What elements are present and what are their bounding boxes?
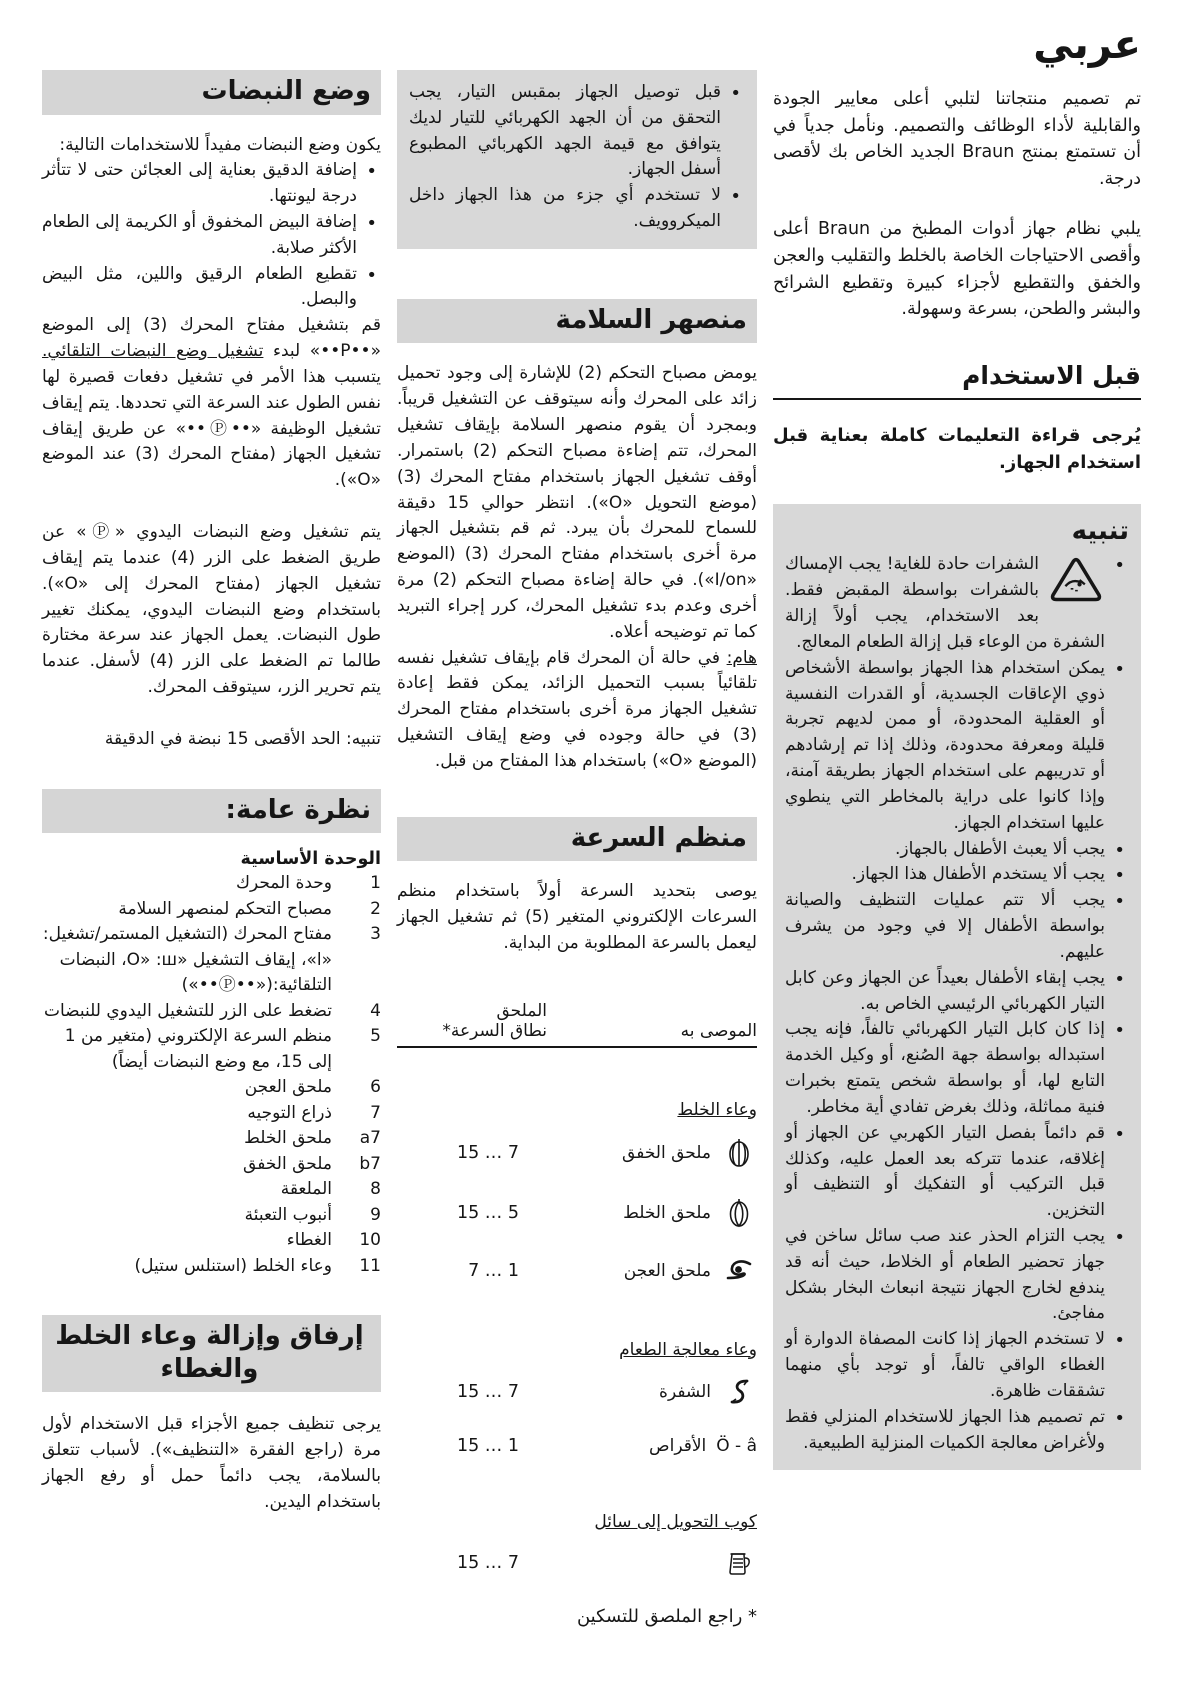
item-number: 11 xyxy=(359,1255,381,1276)
speed-range-value: 15 … 7 xyxy=(456,1381,519,1402)
item-text: الغطاء xyxy=(286,1230,332,1251)
safety-fuse-body: يومض مصباح التحكم (2) للإشارة إلى وجود تحميل زائد على المحرك وأنه سيتوقف عن التشغيل قريباً. وبمجرد أن يقوم منصهر السلامة بإيقاف تشغيل المحرك، تتم إضاءة مصباح التحكم (2) باستمرار. أوقف تشغيل الجهاز باستخدام مفتاح المحرك (3) (موضع التحويل «O»). انتظر حوالي 15 دقيقة للسماح للمحرك بأن يبرد. ثم قم بتشغيل الجهاز مرة أخرى باستخدام مفتاح المحرك (3) (الموضع «I/on»). في حالة إضاءة مصباح التحكم (2) مرة أخرى وعدم بدء تشغيل المحرك، كرر إجراء التبريد كما تم توضيحه أعلاه. xyxy=(397,363,758,642)
pulse-mode-header: وضع النبضات xyxy=(42,70,381,115)
item-number: 6 xyxy=(370,1077,381,1098)
pulse-max-note: تنبيه: الحد الأقصى 15 نبضة في الدقيقة xyxy=(104,728,381,749)
attachment-label: الشفرة xyxy=(659,1381,711,1402)
pulse-use-item xyxy=(42,262,381,314)
pulse-use-text: إضافة البيض المخفوق أو الكريمة إلى الطعام الأكثر صلابة. xyxy=(42,211,357,258)
kneading-hook-icon xyxy=(721,1258,757,1284)
column-left xyxy=(42,24,381,1627)
attach-header-line2: والغطاء xyxy=(160,1353,259,1384)
speed-regulator-body: يوصى بتحديد السرعة أولاً باستخدام منظم السرعات الإلكتروني المتغير (5) ثم تشغيل الجهاز ليعمل بالسرعة المطلوبة من البداية. xyxy=(397,881,757,953)
table-footnote: * راجع الملصق للتسكين xyxy=(576,1605,757,1627)
caution-item xyxy=(785,1224,1129,1327)
caution-item-text: يجب ألا يستخدم الأطفال هذا الجهاز. xyxy=(851,864,1105,885)
caution-item xyxy=(785,656,1129,837)
overview-item xyxy=(42,1228,381,1254)
pulse-use-item xyxy=(42,210,381,262)
caution-item xyxy=(785,1121,1129,1224)
caution-item xyxy=(785,862,1129,888)
item-number: 3 xyxy=(370,924,381,945)
caution-item-text: قم دائماً بفصل التيار الكهربي عن الجهاز أو إغلاقه، عندما تتركه بعد العمل عليه، وكذلك قبل التركيب أو التفكيك أو التنظيف أو التخزين. xyxy=(785,1122,1105,1221)
power-notice-list xyxy=(409,80,745,235)
item-text: ملحق العجن xyxy=(244,1077,332,1098)
table-row xyxy=(397,1378,757,1406)
overview-item xyxy=(42,1254,381,1280)
safety-fuse-header: منصهر السلامة xyxy=(397,299,757,344)
item-number: 1 xyxy=(370,873,381,894)
caution-item-text: يجب إبقاء الأطفال بعيداً عن الجهاز وعن كابل التيار الكهربائي الرئيسي الخاص به. xyxy=(785,967,1105,1014)
item-number: 10 xyxy=(359,1230,381,1251)
important-text: في حالة أن المحرك قام بإيقاف تشغيل نفسه تلقائياً بسبب التحميل الزائد، يمكن فقط إعادة تشغيل الجهاز مرة أخرى باستخدام مفتاح المحرك (3) في حالة وجوده في وضع إيقاف التشغيل (الموضع «O») باستخدام هذا المفتاح من قبل. xyxy=(397,647,757,771)
whisk-icon xyxy=(721,1138,757,1168)
auto-pulse-underlined: تشغيل وضع النبضات التلقائي. xyxy=(42,341,264,362)
item-number: a7 xyxy=(359,1128,381,1149)
caution-item-text: الشفرات حادة للغاية! يجب الإمساك بالشفرات بواسطة المقبض فقط. بعد الاستخدام، يجب أولاً إزالة الشفرة من الوعاء قبل إزالة الطعام المعالج. xyxy=(785,554,1105,652)
caution-item xyxy=(785,966,1129,1018)
table-group-food-processing-bowl: وعاء معالجة الطعام xyxy=(619,1339,757,1360)
speed-table-header xyxy=(397,1001,757,1048)
power-notice-item xyxy=(409,183,745,235)
overview-item xyxy=(42,1024,381,1075)
overview-item xyxy=(42,871,381,897)
item-number: 9 xyxy=(370,1204,381,1225)
power-notice-item xyxy=(409,80,745,183)
overview-item xyxy=(42,1101,381,1127)
caution-item-text: تم تصميم هذا الجهاز للاستخدام المنزلي فقط ولأغراض معالجة الكميات المنزلية الطبيعية. xyxy=(785,1406,1105,1453)
overview-item xyxy=(42,1152,381,1178)
attachment-label: ملحق العجن xyxy=(623,1260,711,1281)
table-row xyxy=(397,1138,757,1168)
attach-remove-header xyxy=(42,1315,381,1392)
overview-item xyxy=(42,1075,381,1101)
column-middle xyxy=(397,24,757,1627)
auto-pulse-text: يتسبب هذا الأمر في تشغيل دفعات قصيرة لها نفس الطول عند السرعة التي تحددها. يتم إيقاف تشغيل الوظيفة «••Ⓟ••» عن طريق إيقاف تشغيل الجهاز (مفتاح المحرك (3) عند الموضع «O»). xyxy=(42,366,382,491)
item-number: b7 xyxy=(359,1153,381,1174)
speed-range-value: 15 … 5 xyxy=(456,1202,519,1223)
caution-list xyxy=(785,552,1129,1456)
speed-range-value: 15 … 7 xyxy=(456,1552,519,1573)
caution-item-text: يجب التزام الحذر عند صب سائل ساخن في جهاز تحضير الطعام أو الخلاط، حيث أنه قد يندفع لخارج الجهاز نتيجة انبعاث البخار بشكل مفاجئ. xyxy=(785,1226,1105,1324)
item-number: 4 xyxy=(370,1000,381,1021)
speed-range-value: 15 … 1 xyxy=(456,1435,519,1456)
blender-icon xyxy=(721,1198,757,1228)
recommended-header-label: الموصى به xyxy=(680,1020,757,1041)
power-notice-box xyxy=(397,70,757,249)
auto-pulse-text: قم بتشغيل مفتاح المحرك (3) إلى الموضع «••P••» لبدء xyxy=(42,315,381,362)
attachment-label: ملحق الخفق xyxy=(622,1142,711,1163)
caution-item-text: إذا كان كابل التيار الكهربائي تالفاً، فإنه يجب استبداله بواسطة جهة الصُنع، أو وكيل الخدمة التابع لها، أو بواسطة شخص يتمتع بخبرات فنية مماثلة، وذلك بغرض تفادي أية مخاطر. xyxy=(785,1019,1105,1117)
caution-item xyxy=(785,1327,1129,1404)
manual-pulse-paragraph: يتم تشغيل وضع النبضات اليدوي «Ⓟ» عن طريق الضغط على الزر (4) عندما يتم إيقاف تشغيل الجهاز (مفتاح المحرك إلى «O»). باستخدام وضع النبضات اليدوي، يمكنك تغيير طول النبضات. يعمل الجهاز عند سرعة مختارة طالما تم الضغط على الزر (4) لأسفل. عندما يتم تحرير الزر، سيتوقف المحرك. xyxy=(42,522,382,698)
important-label: هام: xyxy=(726,647,757,668)
overview-item xyxy=(42,999,381,1025)
power-notice-text: لا تستخدم أي جزء من هذا الجهاز داخل الميكروويف. xyxy=(409,185,721,232)
caution-item xyxy=(785,1017,1129,1120)
caution-item xyxy=(785,552,1129,655)
attach-remove-body: يرجى تنظيف جميع الأجزاء قبل الاستخدام لأول مرة (راجع الفقرة «التنظيف»). لأسباب تتعلق بالسلامة، يجب دائماً حمل أو رفع الجهاز باستخدام اليدين. xyxy=(42,1414,381,1512)
item-number: 8 xyxy=(370,1179,381,1200)
attach-header-line1: إرفاق وإزالة وعاء الخلط xyxy=(55,1321,364,1352)
caution-item-text: يمكن استخدام هذا الجهاز بواسطة الأشخاص ذوي الإعاقات الجسدية، أو القدرات النفسية أو العقلية المحدودة، أو ممن لديهم تجربة قليلة ومعرفة محدودة، وذلك إذا تم إرشادهم أو تدريبهم على استخدام الجهاز بطريقة آمنة، وإذا كانوا على دراية بالمخاطر التي ينطوي عليها استخدام الجهاز. xyxy=(785,657,1105,833)
item-text: تضغط على الزر للتشغيل اليدوي للنبضات xyxy=(43,1000,332,1021)
item-text: ملحق الخلط xyxy=(244,1128,332,1149)
item-text: وعاء الخلط (استنلس ستيل) xyxy=(134,1255,332,1276)
intro-paragraph: يلبي نظام جهاز أدوات المطبخ من Braun أعلى وأقصى الاحتياجات الخاصة بالخلط والتقليب والعجن والخفق والتقطيع لأجزاء كبيرة وتقطيع الشرائح والبشر والطحن، بسرعة وسهولة. xyxy=(773,219,1142,320)
overview-item xyxy=(42,897,381,923)
item-text: منظم السرعة الإلكتروني (متغير من 1 إلى 15، مع وضع النبضات أيضاً) xyxy=(64,1026,332,1072)
pulse-use-text: إضافة الدقيق بعناية إلى العجائن حتى لا تتأثر درجة ليونتها. xyxy=(42,160,357,207)
discs-icon: Ö - â xyxy=(716,1435,757,1456)
item-text: وحدة المحرك xyxy=(235,873,332,894)
speed-regulator-header: منظم السرعة xyxy=(397,817,757,862)
intro-paragraph: تم تصميم منتجاتنا لتلبي أعلى معايير الجودة والقابلية لأداء الوظائف والتصميم. ونأمل جدياً في أن تستمتع بمنتج Braun الجديد الخاص بك لأقصى درجة. xyxy=(773,89,1141,189)
speed-table-header-row xyxy=(397,1021,757,1041)
speed-range-value: 15 … 7 xyxy=(456,1142,519,1163)
table-row xyxy=(397,1258,757,1284)
blade-icon xyxy=(721,1378,757,1406)
item-text: ذراع التوجيه xyxy=(247,1102,332,1123)
pulse-mode-intro: يكون وضع النبضات مفيداً للاستخدامات التالية: xyxy=(59,134,381,155)
item-text: الملعقة xyxy=(280,1179,332,1200)
item-number: 7 xyxy=(370,1102,381,1123)
read-instructions-note: يُرجى قراءة التعليمات كاملة بعناية قبل استخدام الجهاز. xyxy=(773,424,1141,474)
speed-range-value: 7 … 1 xyxy=(468,1260,519,1281)
speed-range-header-label: نطاق السرعة* xyxy=(442,1020,547,1041)
overview-header: نظرة عامة: xyxy=(42,789,381,834)
caution-item xyxy=(785,1405,1129,1457)
caution-item xyxy=(785,837,1129,863)
table-row xyxy=(397,1198,757,1228)
caution-item xyxy=(785,888,1129,965)
attachment-label: ملحق الخلط xyxy=(623,1202,711,1223)
attachment-header-label: الملحق xyxy=(496,1000,547,1021)
caution-item-text: يجب ألا تتم عمليات التنظيف والصيانة بواسطة الأطفال إلا في وجود من يشرف عليهم. xyxy=(785,890,1105,962)
overview-list xyxy=(42,871,381,1279)
safety-fuse-important xyxy=(397,646,757,775)
pulse-mode-uses-list xyxy=(42,158,381,313)
item-text: ملحق الخفق xyxy=(243,1153,332,1174)
item-text: مفتاح المحرك (التشغيل المستمر/تشغيل: «ا»، إيقاف التشغيل «O» :ш، النبضات التلقائية:(«••Ⓟ••») xyxy=(42,924,332,996)
auto-pulse-paragraph xyxy=(42,313,381,494)
item-number: 5 xyxy=(370,1026,381,1047)
caution-title: تنبيه xyxy=(1071,516,1129,547)
overview-item xyxy=(42,922,381,999)
item-text: مصباح التحكم لمنصهر السلامة xyxy=(118,898,332,919)
power-notice-text: قبل توصيل الجهاز بمقبس التيار، يجب التحقق من أن الجهد الكهربائي للتيار لديك يتوافق مع قيمة الجهد الكهربائي المطبوع أسفل الجهاز. xyxy=(409,82,721,180)
table-row xyxy=(397,1550,757,1576)
liquidizer-jug-icon xyxy=(721,1550,757,1576)
table-group-liquidizer-cup: كوب التحويل إلى سائل xyxy=(594,1511,757,1532)
base-unit-subtitle: الوحدة الأساسية xyxy=(240,849,381,870)
language-title: عربي xyxy=(1033,22,1141,68)
overview-item xyxy=(42,1126,381,1152)
caution-item-text: لا تستخدم الجهاز إذا كانت المصفاة الدوارة أو الغطاء الواقي تالفاً، أو توجد بأي منهما تشققات ظاهرة. xyxy=(785,1329,1105,1401)
overview-item xyxy=(42,1177,381,1203)
before-use-header: قبل الاستخدام xyxy=(773,361,1141,400)
table-group-blender-jug: وعاء الخلط xyxy=(677,1099,757,1120)
caution-box xyxy=(773,504,1141,1470)
speed-table xyxy=(397,1001,757,1627)
item-text: أنبوب التعبئة xyxy=(244,1204,332,1225)
caution-item-text: يجب ألا يعبث الأطفال بالجهاز. xyxy=(895,838,1105,859)
column-right xyxy=(773,24,1141,1627)
item-number: 2 xyxy=(370,898,381,919)
attachment-label: الأقراص xyxy=(649,1435,707,1456)
pulse-use-item xyxy=(42,158,381,210)
pulse-use-text: تقطيع الطعام الرقيق واللين، مثل البيض والبصل. xyxy=(42,263,357,310)
sharp-blade-warning-icon xyxy=(1049,557,1103,603)
table-row xyxy=(397,1436,757,1456)
overview-item xyxy=(42,1203,381,1229)
